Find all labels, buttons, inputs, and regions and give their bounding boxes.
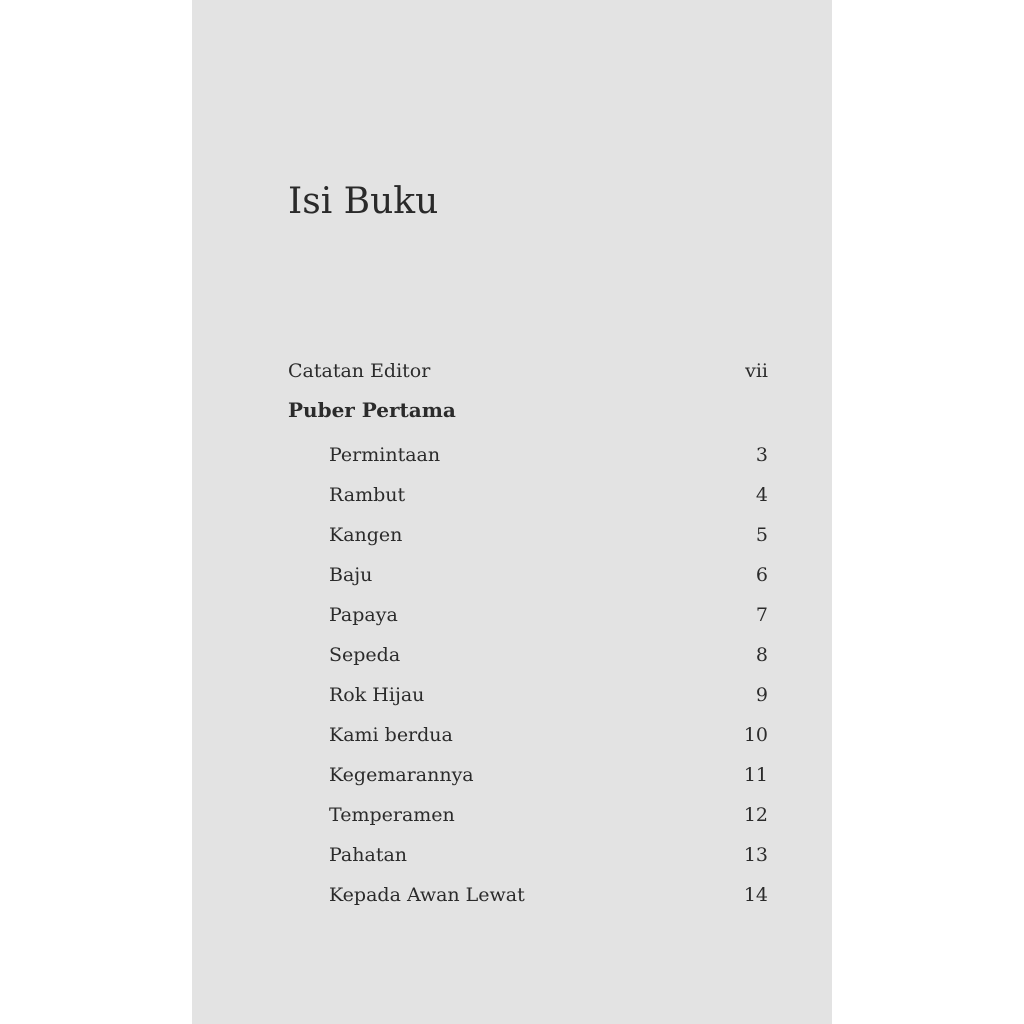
toc-entry: [288, 558, 768, 598]
toc-entry-label: Catatan Editor: [288, 360, 431, 382]
toc-entry-page: 9: [755, 684, 768, 706]
toc-entry-label: Sepeda: [329, 644, 401, 666]
toc-entry: [288, 758, 768, 798]
toc-entry: [288, 878, 768, 918]
toc-entry-page: 5: [755, 524, 768, 546]
toc-entry: [288, 718, 768, 758]
toc-entry-page: vii: [745, 360, 768, 382]
toc-entry-label: Rambut: [329, 484, 406, 506]
toc-entry-page: 6: [755, 564, 768, 586]
toc-entry-page: 10: [743, 724, 768, 746]
toc-entry-label: Kami berdua: [329, 724, 453, 746]
toc-entry-label: Permintaan: [329, 444, 441, 466]
toc-entry-page: 3: [755, 444, 768, 466]
toc-entry: [288, 518, 768, 558]
toc-entry: [288, 678, 768, 718]
toc-entry-label: Kepada Awan Lewat: [329, 884, 525, 906]
toc-entry-label: Kegemarannya: [329, 764, 474, 786]
book-page: [192, 0, 832, 1024]
toc-entry-label: Baju: [329, 564, 373, 586]
toc-entry: [288, 838, 768, 878]
toc-entry-label: Temperamen: [329, 804, 455, 826]
toc-entry-page: 12: [743, 804, 768, 826]
toc-entry-page: 4: [755, 484, 768, 506]
toc-entry-page: 8: [755, 644, 768, 666]
toc-entry-label: Kangen: [329, 524, 403, 546]
toc-entry-page: 13: [743, 844, 768, 866]
toc-entry-label: Rok Hijau: [329, 684, 425, 706]
toc-entry: [288, 598, 768, 638]
table-of-contents: [288, 354, 768, 918]
toc-section-heading: [288, 394, 768, 438]
toc-entry: [288, 638, 768, 678]
toc-section-label: Puber Pertama: [288, 398, 456, 422]
toc-entry-label: Pahatan: [329, 844, 408, 866]
toc-entry-page: 11: [743, 764, 768, 786]
toc-entry-page: 14: [743, 884, 768, 906]
toc-entry-label: Papaya: [329, 604, 398, 626]
toc-entry: [288, 438, 768, 478]
page-title: Isi Buku: [288, 181, 439, 222]
toc-entry: [288, 478, 768, 518]
toc-entry-page: 7: [755, 604, 768, 626]
toc-entry: [288, 798, 768, 838]
toc-entry-front-matter: [288, 354, 768, 394]
